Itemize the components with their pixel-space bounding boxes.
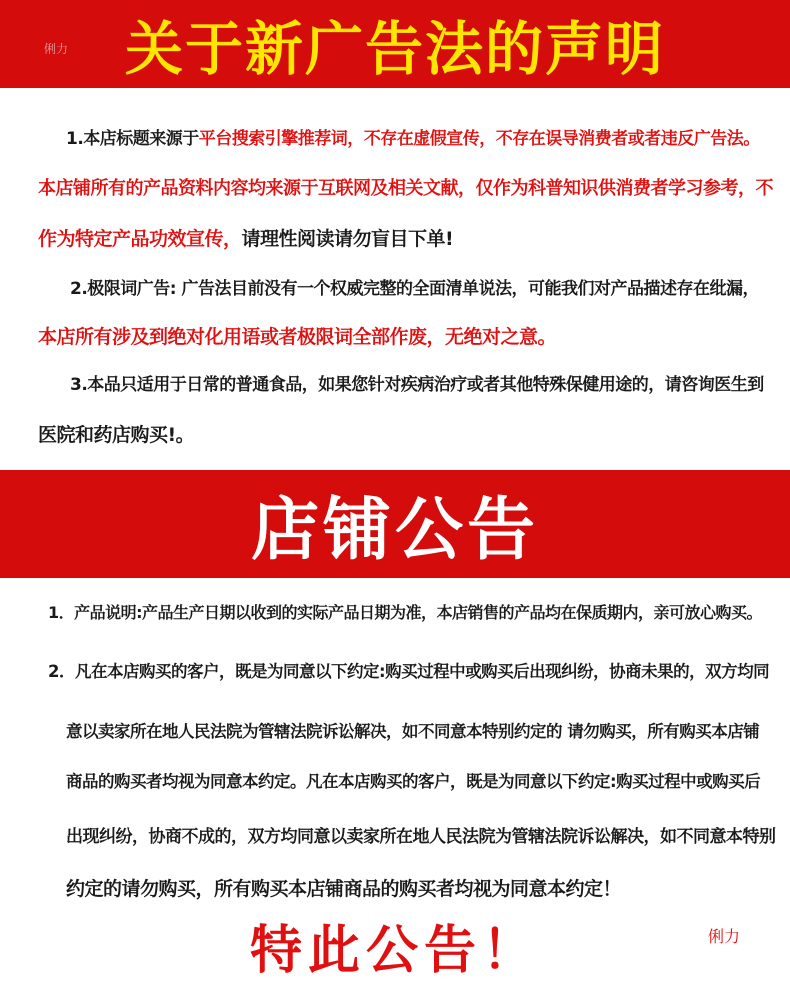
declaration-title: 关于新广告法的声明 bbox=[124, 15, 665, 83]
signature-text: 俐力 bbox=[708, 927, 741, 946]
declaration-line-1 bbox=[66, 124, 760, 149]
declaration-line-3-rest: 请理性阅读请勿盲目下单! bbox=[241, 228, 454, 250]
declaration-line-2: 本店铺所有的产品资料内容均来源于互联网及相关文献，仅作为科普知识供消费者学习参考，不 bbox=[38, 178, 773, 199]
declaration-line-1-lead: 1.本店标题来源于 bbox=[66, 129, 199, 149]
declaration-banner bbox=[0, 0, 790, 88]
notice-banner bbox=[0, 470, 790, 578]
declaration-line-5: 本店所有涉及到绝对化用语或者极限词全部作废，无绝对之意。 bbox=[38, 326, 557, 348]
notice-line-1: 1．产品说明:产品生产日期以收到的实际产品日期为准，本店销售的产品均在保质期内，亲可放心购买。 bbox=[48, 603, 763, 622]
notice-line-4: 商品的购买者均视为同意本约定。凡在本店购买的客户，既是为同意以下约定:购买过程中或购买后 bbox=[66, 772, 761, 791]
declaration-line-1-red: 平台搜索引擎推荐词，不存在虚假宣传，不存在误导消费者或者违反广告法。 bbox=[198, 129, 760, 149]
declaration-line-4: 2.极限词广告: 广告法目前没有一个权威完整的全面清单说法，可能我们对产品描述存在纰漏， bbox=[70, 279, 760, 299]
notice-line-5: 出现纠纷，协商不成的，双方均同意以卖家所在地人民法院为管辖法院诉讼解决，如不同意本特别 bbox=[66, 827, 776, 847]
notice-line-2: 2．凡在本店购买的客户，既是为同意以下约定:购买过程中或购买后出现纠纷，协商未果的，双方均同 bbox=[48, 662, 770, 681]
declaration-line-3-red: 作为特定产品功效宣传， bbox=[38, 228, 242, 250]
closing-announcement: 特此公告！ bbox=[249, 921, 540, 981]
notice-line-6: 约定的请勿购买，所有购买本店铺商品的购买者均视为同意本约定！ bbox=[66, 878, 622, 900]
declaration-line-7: 医院和药店购买!。 bbox=[38, 424, 195, 446]
notice-line-3: 意以卖家所在地人民法院为管辖法院诉讼解决，如不同意本特别约定的 请勿购买，所有购买本店铺 bbox=[66, 722, 760, 741]
declaration-line-6: 3.本品只适用于日常的普通食品，如果您针对疾病治疗或者其他特殊保健用途的，请咨询医生到 bbox=[70, 375, 764, 395]
notice-title: 店铺公告 bbox=[250, 490, 539, 570]
declaration-line-3 bbox=[38, 224, 453, 251]
watermark-text: 俐力 bbox=[44, 42, 69, 56]
